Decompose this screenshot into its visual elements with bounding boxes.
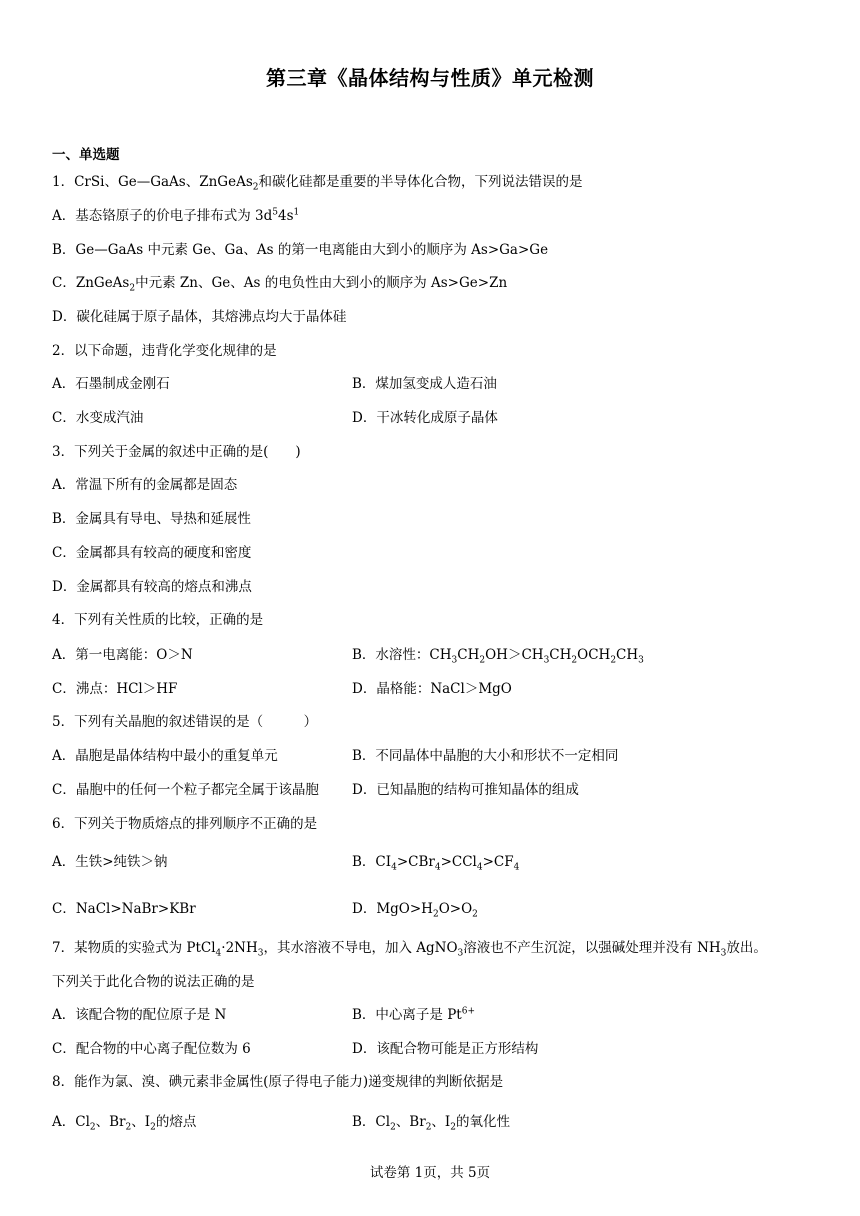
question-6-option-c: C．NaCl>NaBr>KBr <box>52 901 196 917</box>
question-1-option-a: A．基态铬原子的价电子排布式为 $3d^54s^1$ <box>52 207 300 224</box>
question-6-option-a: A．生铁>纯铁＞钠 <box>52 854 168 870</box>
question-2-option-d: D．干冰转化成原子晶体 <box>352 410 498 426</box>
section-heading: 一、单选题 <box>52 147 120 163</box>
question-5-option-c: C．晶胞中的任何一个粒子都完全属于该晶胞 <box>52 782 319 798</box>
question-2-option-b: B．煤加氢变成人造石油 <box>352 376 497 392</box>
question-4-option-b: B．水溶性：$CH_3CH_2OH>CH_3CH_2OCH_2CH_3$ <box>352 647 644 666</box>
question-8-stem: 8．能作为氯、溴、碘元素非金属性(原子得电子能力)递变规律的判断依据是 <box>52 1074 504 1090</box>
question-4-stem: 4．下列有关性质的比较，正确的是 <box>52 612 264 628</box>
question-6-option-d: D．$MgO>H_2O>O_2$ <box>352 901 478 920</box>
question-4-option-c: C．沸点：HCl＞HF <box>52 681 178 697</box>
question-1-option-c: C．ZnGeAs$_2$中元素 Zn、Ge、As 的电负性由大到小的顺序为 As>Ge>Zn <box>52 275 508 294</box>
question-8-option-b: B．$Cl_2$、$Br_2$、$I_2$的氧化性 <box>352 1114 510 1133</box>
question-7-option-b: B．中心离子是 $Pt^{6+}$ <box>352 1006 476 1023</box>
question-3-option-d: D．金属都具有较高的熔点和沸点 <box>52 579 252 595</box>
question-3-stem: 3．下列关于金属的叙述中正确的是( ) <box>52 444 301 460</box>
question-7-stem-line-1: 7．某物质的实验式为 $PtCl_4\cdot 2NH_3$，其水溶液不导电，加入 AgNO$_3$溶液也不产生沉淀，以强碱处理并没有 $NH_3$放出。 <box>52 940 767 959</box>
question-4-option-d: D．晶格能：NaCl＞MgO <box>352 681 512 697</box>
question-1-option-d: D．碳化硅属于原子晶体，其熔沸点均大于晶体硅 <box>52 309 347 325</box>
question-2-option-c: C．水变成汽油 <box>52 410 144 426</box>
question-2-stem: 2．以下命题，违背化学变化规律的是 <box>52 343 277 359</box>
question-1-option-b: B．Ge—GaAs 中元素 Ge、Ga、As 的第一电离能由大到小的顺序为 As>Ga>Ge <box>52 242 549 258</box>
question-7-option-c: C．配合物的中心离子配位数为 6 <box>52 1041 251 1057</box>
question-5-option-b: B．不同晶体中晶胞的大小和形状不一定相同 <box>352 748 619 764</box>
question-6-option-b: B．$CI_4>CBr_4>CCl_4>CF_4$ <box>352 854 520 873</box>
question-3-option-b: B．金属具有导电、导热和延展性 <box>52 511 251 527</box>
question-7-option-a: A．该配合物的配位原子是 N <box>52 1007 227 1023</box>
question-2-option-a: A．石墨制成金刚石 <box>52 376 170 392</box>
question-8-option-a: A．$Cl_2$、$Br_2$、$I_2$的熔点 <box>52 1114 197 1133</box>
question-6-stem: 6．下列关于物质熔点的排列顺序不正确的是 <box>52 816 318 832</box>
page-title: 第三章《晶体结构与性质》单元检测 <box>266 66 594 90</box>
question-5-option-d: D．已知晶胞的结构可推知晶体的组成 <box>352 782 579 798</box>
question-7-option-d: D．该配合物可能是正方形结构 <box>352 1041 539 1057</box>
question-7-stem-line-2: 下列关于此化合物的说法正确的是 <box>52 974 255 990</box>
question-3-option-c: C．金属都具有较高的硬度和密度 <box>52 545 252 561</box>
question-3-option-a: A．常温下所有的金属都是固态 <box>52 477 238 493</box>
question-5-stem: 5．下列有关晶胞的叙述错误的是（ ） <box>52 714 318 730</box>
question-1-stem: 1．CrSi、Ge—GaAs、ZnGeAs$_2$和碳化硅都是重要的半导体化合物，下列说法错误的是 <box>52 174 583 193</box>
question-4-option-a: A．第一电离能：O＞N <box>52 647 193 663</box>
question-5-option-a: A．晶胞是晶体结构中最小的重复单元 <box>52 748 278 764</box>
page-footer: 试卷第 1页，共 5页 <box>369 1165 491 1181</box>
